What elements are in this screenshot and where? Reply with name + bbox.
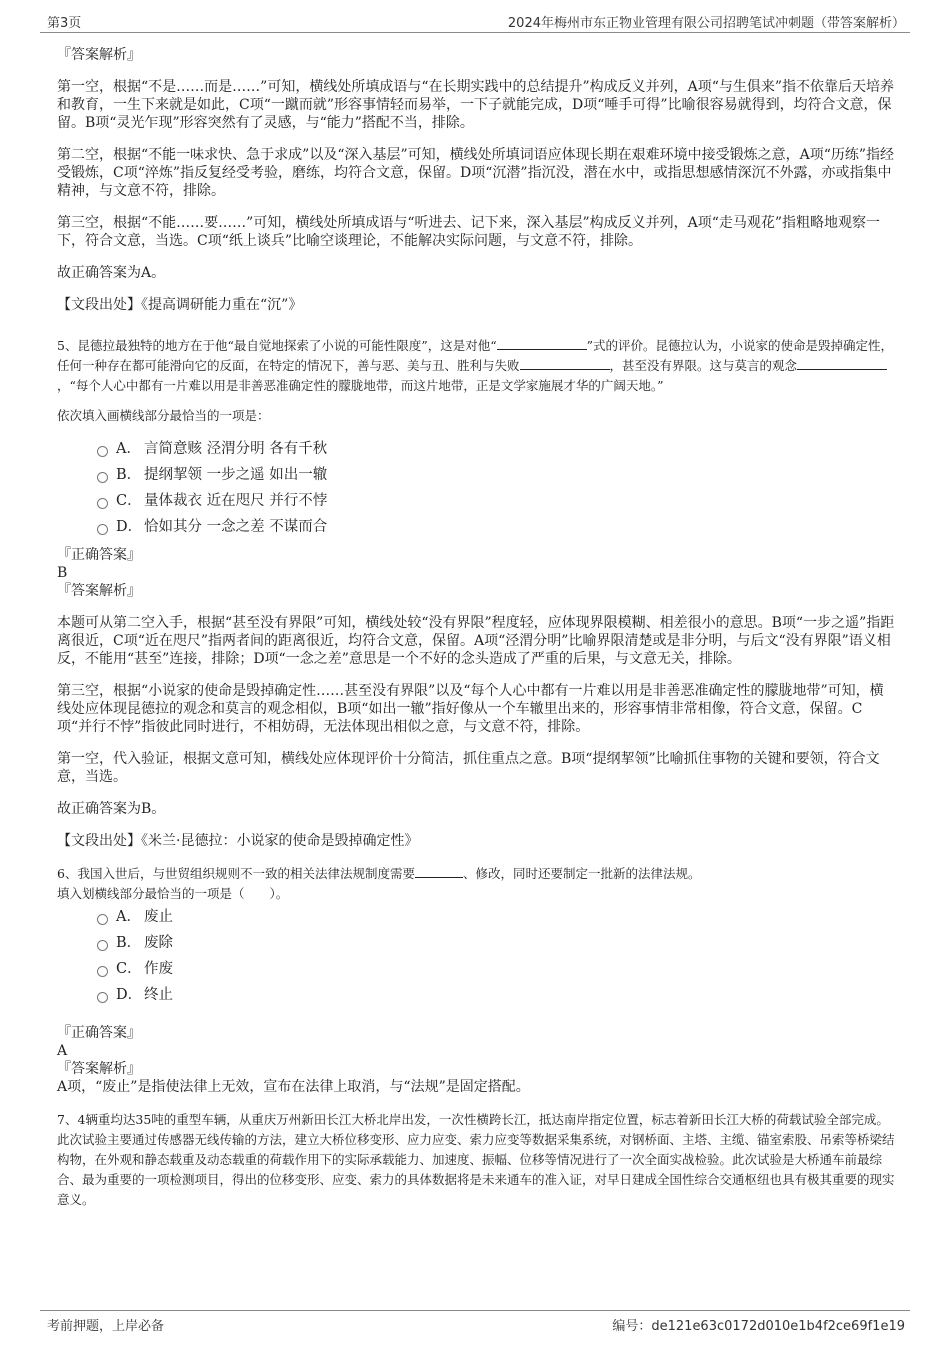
page-header [40, 10, 910, 33]
blank-line [415, 865, 463, 878]
option-d[interactable]: D． 恰如其分 一念之差 不谋而合 [97, 514, 895, 540]
correct-answer-label: 『正确答案』 [57, 1025, 141, 1041]
conclusion: 故正确答案为A。 [57, 265, 166, 281]
correct-answer-label: 『正确答案』 [57, 547, 141, 563]
blank-line [797, 357, 887, 370]
analysis-paragraph: 第三空，根据“小说家的使命是毁掉确定性……甚至没有界限”以及“每个人心中都有一片难以用是非善恶准确定性的朦胧地带”可知，横线处应体现昆德拉的观念和莫言的观念相似，B项“如出一辙”指好像从一个车辙里出来的，形容事情非常相像，符合文意，保留。C项“并行不悖”指彼此同时进行，不相妨碍，无法体现出相似之意，与文意不符，排除。 [57, 683, 884, 735]
source-citation: 【文段出处】《米兰·昆德拉：小说家的使命是毁掉确定性》 [57, 833, 419, 849]
option-a[interactable]: A． 言简意赅 泾渭分明 各有千秋 [97, 436, 895, 462]
blank-line [520, 357, 610, 370]
correct-answer: A [57, 1043, 68, 1059]
question-5-options [57, 436, 895, 540]
document-title: 2024年梅州市东正物业管理有限公司招聘笔试冲刺题（带答案解析） [507, 16, 905, 31]
analysis-paragraph: 第三空，根据“不能……要……”可知，横线处所填成语与“听进去、记下来，深入基层”构成反义并列，A项“走马观花”指粗略地观察一下，符合文意，当选。C项“纸上谈兵”比喻空谈理论，不能解决实际问题，与文意不符，排除。 [57, 215, 881, 249]
option-c[interactable]: C． 量体裁衣 近在咫尺 并行不悖 [97, 488, 895, 514]
option-b[interactable]: B． 提纲挈领 一步之遥 如出一辙 [97, 462, 895, 488]
option-d[interactable]: D． 终止 [97, 982, 895, 1008]
question-6-prompt: 填入划横线部分最恰当的一项是（ ）。 [57, 886, 289, 901]
correct-answer: B [57, 565, 68, 581]
document-id: 编号：de121e63c0172d010e1b4f2ce69f1e19 [612, 1319, 905, 1334]
question-5-stem: 5、昆德拉最独特的地方在于他“最自觉地探索了小说的可能性限度”，这是对他“ ”式的评价。昆德拉认为，小说家的使命是毁掉确定性，任何一种存在都可能滑向它的反面，在特定的情况下，善与恶、美与丑、胜利与失败 ，甚至没有界限。这与莫言的观念，“每个人心中都有一片难以用是非善恶准确定性的朦胧地带，而这片地带，正是文学家施展才华的广阔天地。” [57, 338, 894, 393]
analysis-paragraph: 第二空，根据“不能一味求快、急于求成”以及“深入基层”可知，横线处所填词语应体现长期在艰难环境中接受锻炼之意，A项“历练”指经受锻炼，C项“淬炼”指反复经受考验，磨练，均符合文意，保留。D项“沉潜”指沉没，潜在水中，或指思想感情深沉不外露，亦或指集中精神，与文意不符，排除。 [57, 147, 895, 199]
radio-icon[interactable] [97, 966, 108, 977]
question-5-prompt: 依次填入画横线部分最恰当的一项是： [57, 408, 270, 423]
document-content [57, 46, 895, 1210]
radio-icon[interactable] [97, 992, 108, 1003]
analysis-label: 『答案解析』 [57, 47, 141, 63]
footer-slogan: 考前押题，上岸必备 [47, 1319, 165, 1334]
option-a[interactable]: A． 废止 [97, 904, 895, 930]
option-b[interactable]: B． 废除 [97, 930, 895, 956]
source-citation: 【文段出处】《提高调研能力重在“沉”》 [57, 297, 303, 313]
analysis-paragraph: A项，“废止”是指使法律上无效，宣布在法律上取消，与“法规”是固定搭配。 [57, 1079, 530, 1095]
radio-icon[interactable] [97, 524, 108, 535]
blank-line [497, 337, 587, 350]
radio-icon[interactable] [97, 914, 108, 925]
analysis-label: 『答案解析』 [57, 1061, 141, 1077]
page-number: 第3页 [47, 16, 82, 31]
question-7-stem: 7、4辆重均达35吨的重型车辆，从重庆万州新田长江大桥北岸出发，一次性横跨长江，抵达南岸指定位置，标志着新田长江大桥的荷载试验全部完成。此次试验主要通过传感器无线传输的方法，建立大桥位移变形、应力应变、索力应变等数据采集系统，对钢桥面、主塔、主缆、锚室索股、吊索等桥梁结构物，在外观和静态载重及动态载重的荷载作用下的实际承载能力、加速度、振幅、位移等情况进行了一次全面实战检验。此次试验是大桥通车前最综合、最为重要的一项检测项目，得出的位移变形、应变、索力的具体数据将是未来通车的准入证，对早日建成全国性综合交通枢纽也具有极其重要的现实意义。 [57, 1112, 895, 1207]
radio-icon[interactable] [97, 940, 108, 951]
radio-icon[interactable] [97, 472, 108, 483]
analysis-paragraph: 第一空，根据“不是……而是……”可知，横线处所填成语与“在长期实践中的总结提升”构成反义并列，A项“与生俱来”指不依靠后天培养和教育，一生下来就是如此，C项“一蹴而就”形容事情轻而易举，一下子就能完成，D项“唾手可得”比喻很容易就得到，均符合文意，保留。B项“灵光乍现”形容突然有了灵感，与“能力”搭配不当，排除。 [57, 79, 895, 131]
analysis-paragraph: 本题可从第二空入手，根据“甚至没有界限”可知，横线处较“没有界限”程度轻，应体现界限模糊、相差很小的意思。B项“一步之遥”指距离很近，C项“近在咫尺”指两者间的距离很近，均符合文意，保留。A项“泾渭分明”比喻界限清楚或是非分明，与后文“没有界限”语义相反，不能用“甚至”连接，排除；D项“一念之差”意思是一个不好的念头造成了严重的后果，与文意无关，排除。 [57, 615, 895, 667]
question-6-options [57, 904, 895, 1008]
page-footer [40, 1310, 910, 1337]
option-c[interactable]: C． 作废 [97, 956, 895, 982]
analysis-label: 『答案解析』 [57, 583, 141, 599]
radio-icon[interactable] [97, 446, 108, 457]
question-6-stem: 6、我国入世后，与世贸组织规则不一致的相关法律法规制度需要 、修改，同时还要制定一批新的法律法规。 [57, 866, 701, 881]
analysis-paragraph: 第一空，代入验证，根据文意可知，横线处应体现评价十分简洁，抓住重点之意。B项“提纲挈领”比喻抓住事物的关键和要领，符合文意，当选。 [57, 751, 880, 785]
conclusion: 故正确答案为B。 [57, 801, 166, 817]
radio-icon[interactable] [97, 498, 108, 509]
